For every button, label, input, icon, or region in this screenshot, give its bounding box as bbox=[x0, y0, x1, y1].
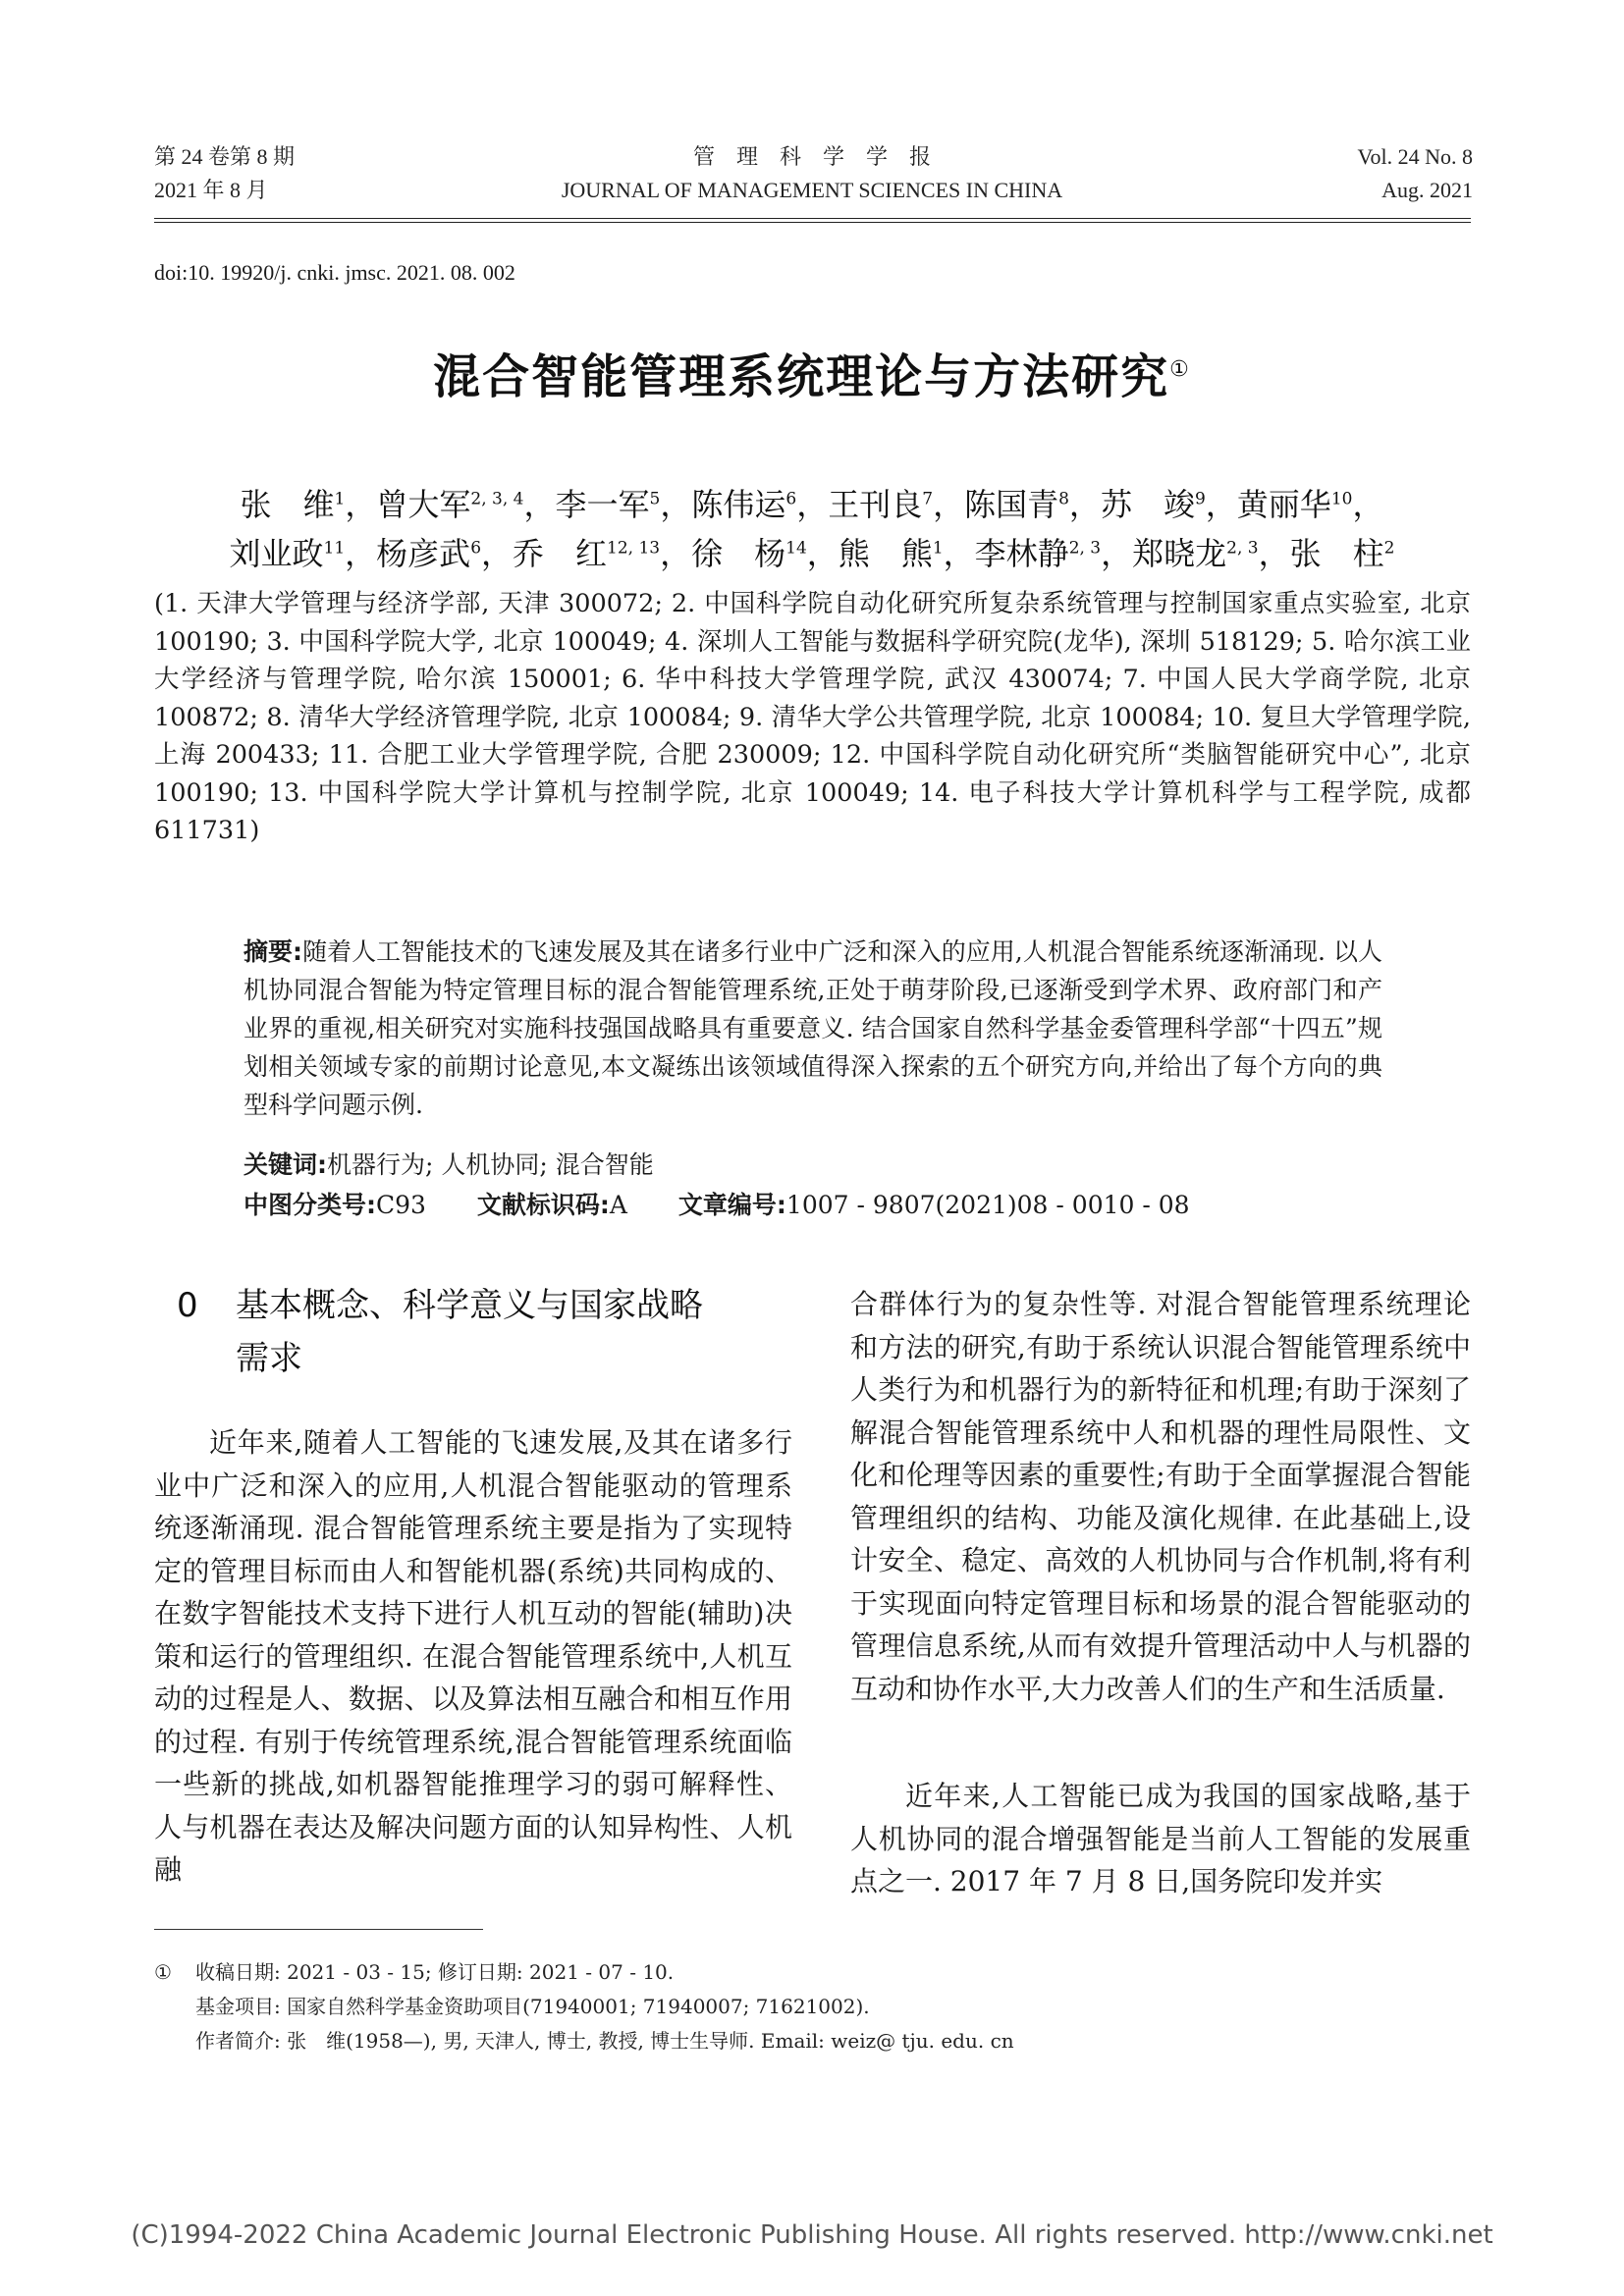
author-separator: ， bbox=[1068, 485, 1101, 523]
author-name: 曾大军 bbox=[376, 485, 471, 523]
footnote-rule bbox=[154, 1929, 483, 1930]
footnote-author-bio: 作者简介: 张 维(1958—), 男, 天津人, 博士, 教授, 博士生导师. Email: weiz@ tju. edu. cn bbox=[195, 2029, 1014, 2053]
article-number bbox=[678, 1188, 1190, 1223]
author-affiliation-mark: 6 bbox=[785, 489, 797, 508]
classification-line bbox=[244, 1188, 1233, 1223]
author bbox=[241, 486, 377, 523]
author-separator: ， bbox=[523, 485, 556, 523]
header-journal bbox=[468, 140, 1156, 207]
author-separator: ， bbox=[481, 534, 514, 572]
footnote-funding: 基金项目: 国家自然科学基金资助项目(71940001; 71940007; 71621002). bbox=[195, 1995, 870, 2018]
author-name: 苏 竣 bbox=[1100, 485, 1195, 523]
author bbox=[691, 486, 828, 523]
header-volume-issue: 第 24 卷第 8 期 bbox=[154, 144, 296, 169]
header-issue bbox=[154, 140, 295, 207]
author-separator: ， bbox=[1352, 485, 1384, 523]
author-affiliation-mark: 2, 3, 4 bbox=[470, 489, 524, 508]
header-date-cn: 2021 年 8 月 bbox=[154, 178, 268, 202]
author-separator: ， bbox=[660, 485, 692, 523]
copyright-notice: (C)1994-2022 China Academic Journal Electronic Publishing House. All rights reserved. http://www.cnki.net bbox=[131, 2220, 1493, 2250]
document-code-label: 文献标识码: bbox=[476, 1191, 610, 1219]
author-affiliation-mark: 2, 3 bbox=[1068, 538, 1102, 558]
header-rule-bottom bbox=[154, 222, 1471, 223]
author bbox=[513, 535, 691, 572]
author-name: 张 柱 bbox=[1289, 534, 1384, 572]
author-separator: ， bbox=[1258, 534, 1290, 572]
header-volume bbox=[1178, 140, 1473, 207]
paper-title bbox=[0, 339, 1624, 406]
author-affiliation-mark: 14 bbox=[785, 538, 807, 558]
author-name: 陈伟运 bbox=[691, 485, 786, 523]
authors-line-2 bbox=[118, 523, 1506, 578]
author-separator: ， bbox=[796, 485, 829, 523]
keywords-text: 机器行为; 人机协同; 混合智能 bbox=[327, 1150, 654, 1179]
author bbox=[691, 535, 839, 572]
keywords-label: 关键词: bbox=[244, 1150, 327, 1179]
article-number-label: 文章编号: bbox=[677, 1191, 786, 1219]
section-number: 0 bbox=[177, 1286, 198, 1325]
document-code bbox=[477, 1188, 627, 1223]
section-title-line1: 基本概念、科学意义与国家战略 bbox=[236, 1286, 703, 1325]
author bbox=[828, 486, 964, 523]
author-affiliation-mark: 1 bbox=[932, 538, 944, 558]
author-affiliation-mark: 12, 13 bbox=[607, 538, 661, 558]
author-separator: ， bbox=[943, 534, 975, 572]
author-affiliation-mark: 2, 3 bbox=[1226, 538, 1259, 558]
author-separator: ， bbox=[933, 485, 965, 523]
author-name: 陈国青 bbox=[964, 485, 1059, 523]
author-affiliation-mark: 10 bbox=[1330, 489, 1353, 508]
author-affiliation-mark: 7 bbox=[922, 489, 934, 508]
author-name: 乔 红 bbox=[513, 534, 608, 572]
title-footnote-mark: ① bbox=[1169, 357, 1191, 382]
right-column-paragraph-1: 合群体行为的复杂性等. 对混合智能管理系统理论和方法的研究,有助于系统认识混合智能管理系统中人类行为和机器行为的新特征和机理;有助于深刻了解混合智能管理系统中人和机器的理性局限性、文化和伦理等因素的重要性;有助于全面掌握混合智能管理组织的结构、功能及演化规律. 在此基础上,设计安全、稳定、高效的人机协同与合作机制,将有利于实现面向特定管理目标和场景的混合智能驱动的管理信息系统,从而有效提升管理活动中人与机器的互动和协作水平,大力改善人们的生产和生活质量. bbox=[850, 1288, 1471, 1705]
abstract bbox=[244, 933, 1382, 1124]
author-name: 杨彦武 bbox=[376, 534, 471, 572]
author bbox=[556, 486, 692, 523]
header-rule-top bbox=[154, 218, 1471, 219]
author-affiliation-mark: 5 bbox=[649, 489, 661, 508]
right-column-paragraph-2: 近年来,人工智能已成为我国的国家战略,基于人机协同的混合增强智能是当前人工智能的发展重点之一. 2017 年 7 月 8 日,国务院印发并实 bbox=[850, 1780, 1471, 1897]
keywords bbox=[244, 1148, 654, 1183]
journal-name-en: JOURNAL OF MANAGEMENT SCIENCES IN CHINA bbox=[561, 178, 1063, 202]
clc-value: C93 bbox=[376, 1191, 426, 1219]
author-separator: ， bbox=[806, 534, 839, 572]
author-affiliation-mark: 6 bbox=[470, 538, 482, 558]
author-affiliation-mark: 11 bbox=[323, 538, 346, 558]
author-separator: ， bbox=[345, 534, 377, 572]
author-name: 黄丽华 bbox=[1236, 485, 1331, 523]
author bbox=[1237, 486, 1384, 523]
authors-line-1 bbox=[118, 474, 1506, 529]
author-name: 郑晓龙 bbox=[1132, 534, 1227, 572]
author-name: 李一军 bbox=[555, 485, 650, 523]
author bbox=[975, 535, 1132, 572]
footnote-received: 收稿日期: 2021 - 03 - 15; 修订日期: 2021 - 07 - 10. bbox=[195, 1960, 675, 1984]
author bbox=[964, 486, 1101, 523]
author-name: 张 维 bbox=[240, 485, 335, 523]
document-code-value: A bbox=[609, 1191, 627, 1219]
section-title-line2: 需求 bbox=[236, 1339, 302, 1378]
author-name: 徐 杨 bbox=[691, 534, 786, 572]
section-heading bbox=[177, 1279, 703, 1385]
abstract-text: 随着人工智能技术的飞速发展及其在诸多行业中广泛和深入的应用,人机混合智能系统逐渐涌现. 以人机协同混合智能为特定管理目标的混合智能管理系统,正处于萌芽阶段,已逐渐受到学术界、政府部门和产业界的重视,相关研究对实施科技强国战略具有重要意义. 结合国家自然科学基金委管理科学部“十四五”规划相关领域专家的前期讨论意见,本文凝练出该领域值得深入探索的五个研究方向,并给出了每个方向的典型科学问题示例. bbox=[244, 937, 1382, 1119]
left-column-paragraph: 近年来,随着人工智能的飞速发展,及其在诸多行业中广泛和深入的应用,人机混合智能驱动的管理系统逐渐涌现. 混合智能管理系统主要是指为了实现特定的管理目标而由人和智能机器(系统)共同构成的、在数字智能技术支持下进行人机互动的智能(辅助)决策和运行的管理组织. 在混合智能管理系统中,人机互动的过程是人、数据、以及算法相互融合和相互作用的过程. 有别于传统管理系统,混合智能管理系统面临一些新的挑战,如机器智能推理学习的弱可解释性、人与机器在表达及解决问题方面的认知异构性、人机融 bbox=[154, 1426, 792, 1886]
affiliations: (1. 天津大学管理与经济学部, 天津 300072; 2. 中国科学院自动化研究所复杂系统管理与控制国家重点实验室, 北京 100190; 3. 中国科学院大学, 北京 100049; 4. 深圳人工智能与数据科学研究院(龙华), 深圳 518129; 5. 哈尔滨工业大学经济与管理学院, 哈尔滨 150001; 6. 华中科技大学管理学院, 武汉 430074; 7. 中国人民大学商学院, 北京 100872; 8. 清华大学经济管理学院, 北京 100084; 9. 清华大学公共管理学院, 北京 100084; 10. 复旦大学管理学院, 上海 200433; 11. 合肥工业大学管理学院, 合肥 230009; 12. 中国科学院自动化研究所“类脑智能研究中心”, 北京 100190; 13. 中国科学院大学计算机与控制学院, 北京 100049; 14. 电子科技大学计算机科学与工程学院, 成都 611731) bbox=[154, 589, 1471, 845]
author-name: 熊 熊 bbox=[838, 534, 933, 572]
abstract-label: 摘要: bbox=[244, 937, 303, 966]
author bbox=[1101, 486, 1237, 523]
author bbox=[1132, 535, 1289, 572]
author-separator: ， bbox=[1101, 534, 1133, 572]
author-separator: ， bbox=[660, 534, 692, 572]
header-vol-no: Vol. 24 No. 8 bbox=[1357, 144, 1473, 169]
doi: doi:10. 19920/j. cnki. jmsc. 2021. 08. 002 bbox=[154, 260, 515, 285]
author-affiliation-mark: 9 bbox=[1194, 489, 1206, 508]
footnote-mark: ① bbox=[154, 1960, 172, 1984]
author-separator: ， bbox=[1205, 485, 1237, 523]
author bbox=[230, 535, 377, 572]
author bbox=[376, 486, 555, 523]
clc-number bbox=[244, 1188, 426, 1223]
footnotes bbox=[154, 1955, 1014, 2058]
author bbox=[1290, 535, 1395, 572]
author bbox=[376, 535, 513, 572]
clc-label: 中图分类号: bbox=[244, 1191, 376, 1219]
journal-name-cn: 管 理 科 学 学 报 bbox=[692, 144, 931, 169]
author-affiliation-mark: 8 bbox=[1058, 489, 1069, 508]
author-name: 李林静 bbox=[974, 534, 1069, 572]
author-name: 刘业政 bbox=[229, 534, 324, 572]
author bbox=[839, 535, 975, 572]
article-number-value: 1007 - 9807(2021)08 - 0010 - 08 bbox=[785, 1191, 1190, 1219]
author-name: 王刊良 bbox=[828, 485, 923, 523]
author-affiliation-mark: 1 bbox=[334, 489, 346, 508]
header-date-en: Aug. 2021 bbox=[1381, 178, 1473, 202]
author-separator: ， bbox=[345, 485, 377, 523]
author-affiliation-mark: 2 bbox=[1383, 538, 1395, 558]
paper-title-text: 混合智能管理系统理论与方法研究 bbox=[433, 349, 1170, 404]
